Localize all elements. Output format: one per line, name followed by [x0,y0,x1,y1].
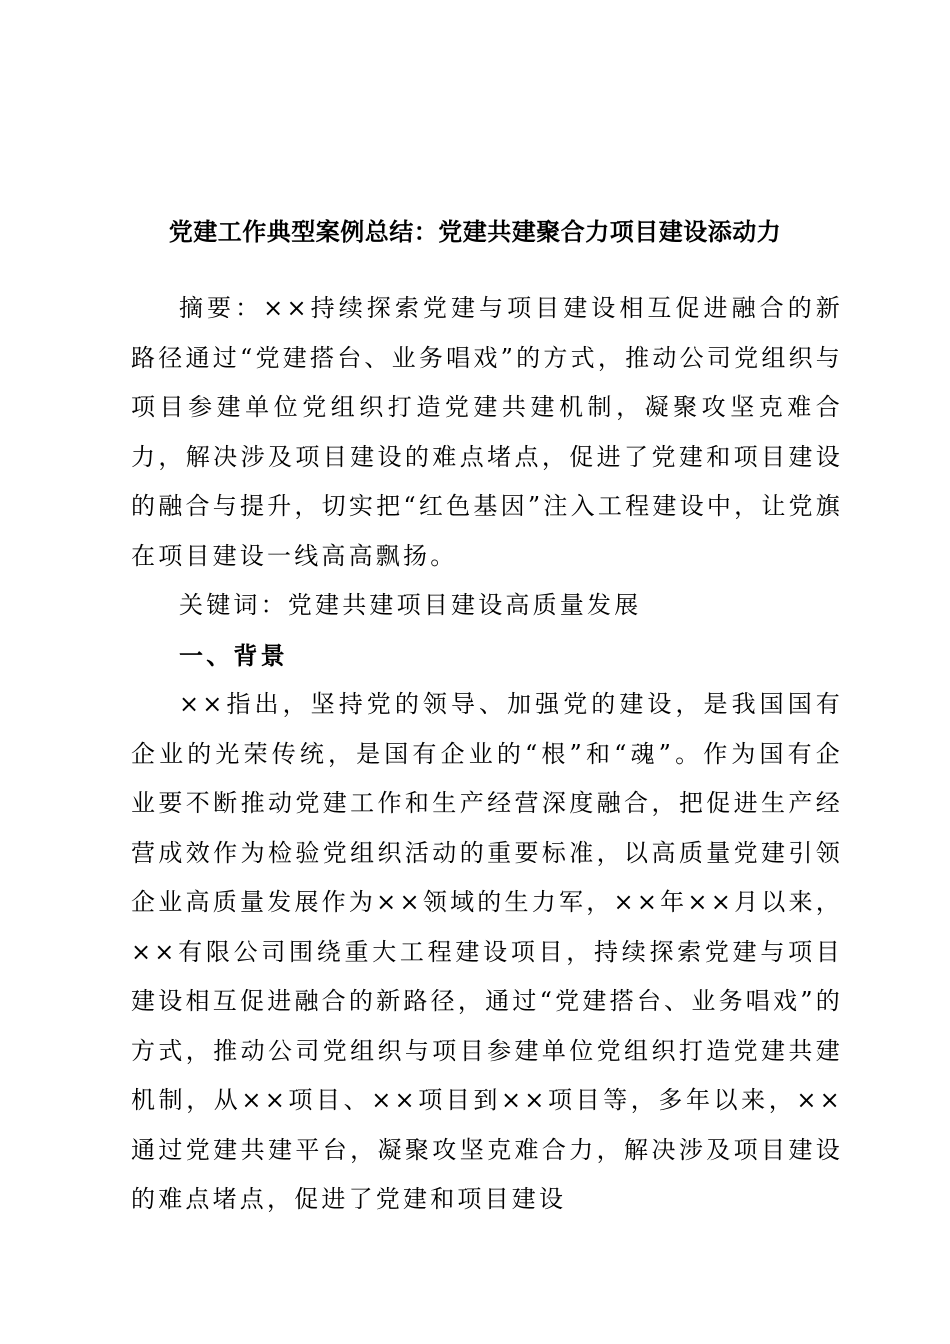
document-body [131,284,843,1225]
keywords-paragraph: 关键词：党建共建项目建设高质量发展 [179,591,642,619]
abstract-paragraph: 摘要：××持续探索党建与项目建设相互促进融合的新路径通过“党建搭台、业务唱戏”的方式，推动公司党组织与项目参建单位党组织打造党建共建机制，凝聚攻坚克难合力，解决涉及项目建设的难点堵点，促进了党建和项目建设的融合与提升，切实把“红色基因”注入工程建设中，让党旗在项目建设一线高高飘扬。 [131,294,843,570]
section-heading-background: 一、背景 [179,640,288,670]
document-title: 党建工作典型案例总结：党建共建聚合力项目建设添动力 [168,217,782,246]
background-paragraph: ××指出，坚持党的领导、加强党的建设，是我国国有企业的光荣传统，是国有企业的“根”和“魂”。作为国有企业要不断推动党建工作和生产经营深度融合，把促进生产经营成效作为检验党组织活动的重要标准，以高质量党建引领企业高质量发展作为××领域的生力军，××年××月以来，××有限公司围绕重大工程建设项目，持续探索党建与项目建设相互促进融合的新路径，通过“党建搭台、业务唱戏”的方式，推动公司党组织与项目参建单位党组织打造党建共建机制，从××项目、××项目到××项目等，多年以来，××通过党建共建平台，凝聚攻坚克难合力，解决涉及项目建设的难点堵点，促进了党建和项目建设 [131,690,843,1213]
